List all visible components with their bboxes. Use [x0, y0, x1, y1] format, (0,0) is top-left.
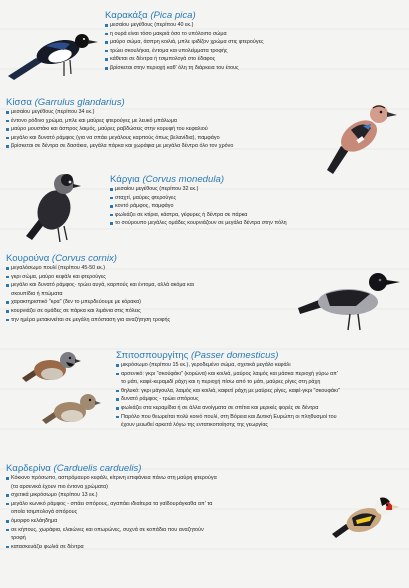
section-hooded-crow: [6, 253, 194, 324]
fact-item: μικρόσωμο (περίπου 15 εκ.), γεροδεμένο σώμα, σχετικά μεγάλο κεφάλι: [116, 361, 340, 370]
fact-item: η ουρά είναι τόσο μακριά όσο το υπόλοιπο σώμα: [105, 30, 264, 39]
hooded-crow-illustration: [296, 264, 406, 336]
magpie-illustration: [6, 14, 106, 84]
species-title: [105, 10, 264, 21]
fact-item: κάθεται σε δέντρα ή τσιμπολογά στο έδαφος: [105, 55, 264, 64]
fact-item: χαρακτηριστικό "κρα" (δεν το μπερδεύουμε με κόρακα): [6, 298, 194, 307]
fact-item: φωλιάζει στα κεραμίδια ή σε άλλα ανοίγματα σε σπίτια και μερικές φορές σε δέντρα: [116, 404, 340, 413]
fact-item: Παρόλο που θεωρείται πολύ κοινό πουλί, στη Βόρεια και Δυτική Ευρώπη οι πληθυσμοί του έχουν μειωθεί αρκετά λόγω της εντατικοποίησης της γεωργίας: [116, 413, 340, 430]
fact-item: δυνατό ράμφος - τρώει σπόρους: [116, 395, 340, 404]
fact-item: μεγαλόσωμο πουλί (περίπου 45-50 εκ.): [6, 264, 194, 273]
species-facts: [105, 21, 264, 73]
species-name: Καρδερίνα: [6, 463, 51, 474]
fact-item: σε κήπους, χωράφια, ελαιώνες και οπωρώνες, συχνά σε κοπάδια που αναζητούν τροφή: [6, 526, 217, 543]
species-facts: [116, 361, 340, 430]
species-title: [110, 174, 287, 185]
fact-item: θηλυκό: γκρι μάγουλα, λαιμός και κοιλιά, καφετί ράχη με μαύρες ρίγες, καφέ-γκρι "σκουφάκι": [116, 387, 340, 396]
fact-item: την ημέρα μετακινείται σε μεγάλη απόσταση για αναζήτηση τροφής: [6, 316, 194, 325]
fact-item: κουρνιάζει σε ομάδες σε πάρκα και λιμάνια στις πόλεις: [6, 307, 194, 316]
species-facts: [6, 264, 194, 324]
fact-item: μεσαίου μεγέθους (περίπου 40 εκ.): [105, 21, 264, 30]
species-name: Σπιτοσπουργίτης: [116, 350, 189, 361]
species-title: [6, 253, 194, 264]
fact-item: μεσαίου μεγέθους (περίπου 34 εκ.): [6, 108, 233, 117]
species-latin: (Passer domesticus): [191, 350, 279, 361]
fact-item: μεγάλο και δυνατό ράμφος (για να σπάει μεγάλους καρπούς όπως βελανίδια), παμφάγο: [6, 134, 233, 143]
jay-illustration: [313, 96, 405, 176]
fact-item: γκρι σώμα, μαύρο κεφάλι και φτερούγες: [6, 273, 194, 282]
species-name: Καρακάξα: [105, 10, 148, 21]
fact-item: κατασκευάζει φωλιά σε δέντρα: [6, 543, 217, 552]
fact-item: έντονο ρόδινο χρώμα, μπλε και μαύρες φτερούγες με λευκό μπάλωμα: [6, 117, 233, 126]
species-latin: (Carduelis carduelis): [53, 463, 142, 474]
fact-item: μεγάλο κωνικό ράμφος - σπάει σπόρους, αγαπάει ιδιαίτερα τα γαϊδουράγκαθα απ' τα οποία τσιμπολογά σπόρους: [6, 500, 217, 517]
species-latin: (Garrulus glandarius): [34, 97, 125, 108]
species-facts: [6, 474, 217, 551]
fact-item: Κόκκινο πρόσωπο, ασπρόμαυρο κεφάλι, κίτρινη επιφάνεια πάνω στη μαύρη φτερούγα (τα αρσενικά έχουν πιο έντονα χρώματα): [6, 474, 217, 491]
fact-item: σταχτί, μαύρες φτερούγες: [110, 194, 287, 203]
fact-item: βρίσκεται στην περιοχή καθ' όλη τη διάρκεια του έτους: [105, 64, 264, 73]
fact-item: όμορφο κελάηδημα: [6, 517, 217, 526]
jackdaw-illustration: [20, 166, 90, 246]
fact-item: τρώει σκουλήκια, έντομα και υπολείμματα τροφής: [105, 47, 264, 56]
fact-item: βρίσκεται σε δέντρα σε δασάκια, μεγάλα πάρκα και χωράφια με μεγάλα δέντρα όλο τον χρόνο: [6, 142, 233, 151]
species-title: [6, 463, 217, 474]
species-facts: [110, 185, 287, 228]
section-magpie: [105, 10, 264, 73]
fact-item: κοντό ράμφος, παμφάγο: [110, 202, 287, 211]
species-name: Κάργια: [110, 174, 140, 185]
fact-item: σχετικά μικρόσωμο (περίπου 13 εκ.): [6, 491, 217, 500]
species-title: [116, 350, 340, 361]
species-latin: (Pica pica): [150, 10, 196, 21]
fact-item: φωλιάζει σε κτίρια, κάστρα, γέφυρες ή δέντρα σε πάρκα: [110, 211, 287, 220]
species-facts: [6, 108, 233, 151]
fact-item: μαύρο σώμα, άσπρη κοιλιά, μπλε ιριδίζον χρώμα στις φτερούγες: [105, 38, 264, 47]
species-title: [6, 97, 233, 108]
fact-item: μεσαίου μεγέθους (περίπου 32 εκ.): [110, 185, 287, 194]
section-goldfinch: [6, 463, 217, 551]
goldfinch-illustration: [330, 488, 406, 544]
species-latin: (Corvus monedula): [142, 174, 225, 185]
sparrow-female-illustration: [40, 390, 106, 428]
species-latin: (Corvus cornix): [51, 253, 117, 264]
fact-item: μαύρο μουστάκι και άσπρος λαιμός, μαύρες ραβδώσεις στην κορυφή του κεφαλιού: [6, 125, 233, 134]
fact-item: μεγάλο και δυνατό ράμφος· τρώει αυγά, καρπούς και έντομα, αλλά ακόμα και σκουπίδια ή πτώματα: [6, 281, 194, 298]
section-jay: [6, 97, 233, 151]
section-house-sparrow: [116, 350, 340, 430]
species-name: Κουρούνα: [6, 253, 50, 264]
species-name: Κίσσα: [6, 97, 32, 108]
fact-item: αρσενικό: γκρι "σκούφάκι" (κορώνα) και κοιλιά, μαύρος λαιμός και μάσκα περιοχή γύρω απ' το μάτι, καφέ-κεραμιδί ράχη και η περιοχή πίσω από το μάτι, μαύρες ρίγες στη ράχη: [116, 370, 340, 387]
section-jackdaw: [110, 174, 287, 228]
sparrow-male-illustration: [20, 348, 86, 388]
fact-item: το σούρουπο μεγάλες ομάδες κουρνιάζουν σε μεγάλα δέντρα στην πόλη: [110, 219, 287, 228]
